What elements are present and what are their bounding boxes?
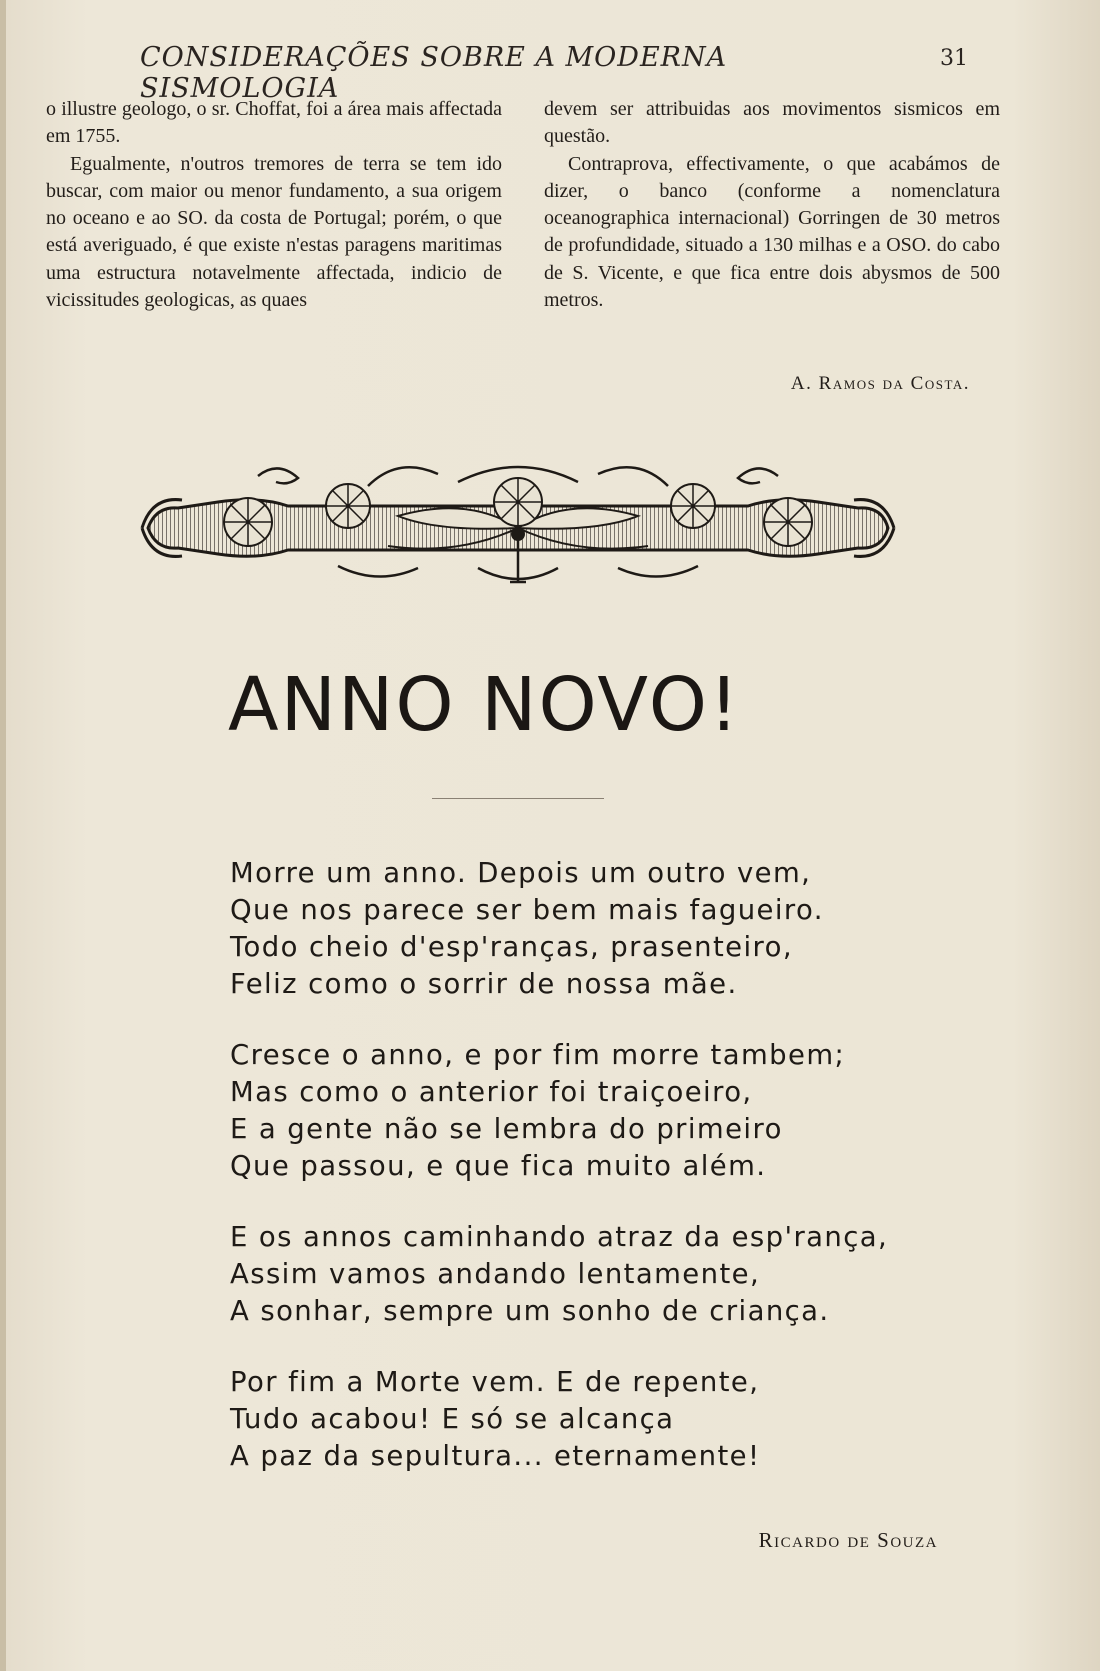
verse-line: A paz da sepultura... eternamente!	[230, 1440, 761, 1472]
poem-body	[230, 855, 910, 1509]
verse-line: Tudo acabou! E só se alcança	[230, 1403, 675, 1435]
verse-line: Feliz como o sorrir de nossa mãe.	[230, 968, 738, 1000]
page-edge	[0, 0, 6, 1671]
verse-line: Assim vamos andando lentamente,	[230, 1258, 761, 1290]
poem-signature: Ricardo de Souza	[758, 1528, 938, 1552]
verse-line: Mas como o anterior foi traiçoeiro,	[230, 1076, 753, 1108]
article-left-column	[46, 96, 502, 314]
verse-line: E os annos caminhando atraz da esp'rança,	[230, 1221, 889, 1253]
article-signature: A. Ramos da Costa.	[790, 373, 970, 394]
verse-line: Que passou, e que fica muito além.	[230, 1150, 767, 1182]
running-title: CONSIDERAÇÕES SOBRE A MODERNA SISMOLOGIA	[140, 42, 728, 104]
paragraph: Contraprova, effectivamente, o que acabámos de dizer, o banco (conforme a nomenclatura oceanographica internacional) Gorringen de 30 metros de profundidade, situado a 130 milhas e a OSO. do cabo de S. Vicente, e que fica entre dois abysmos de 500 metros.	[544, 152, 1000, 312]
stanza	[230, 855, 910, 1003]
verse-line: Todo cheio d'esp'ranças, prasenteiro,	[230, 931, 793, 963]
poem-title: ANNO NOVO!	[228, 662, 741, 748]
verse-line: E a gente não se lembra do primeiro	[230, 1113, 783, 1145]
page-number: 31	[940, 46, 968, 71]
stanza	[230, 1219, 910, 1330]
paragraph: Egualmente, n'outros tremores de terra se tem ido buscar, com maior ou menor fundamento, a sua origem no oceano e ao SO. da costa de Portugal; porém, o que está averiguado, é que existe n'estas paragens maritimas uma estructura notavelmente affectada, indicio de vicissitudes geologicas, as quaes	[46, 152, 502, 312]
verse-line: Cresce o anno, e por fim morre tambem;	[230, 1039, 846, 1071]
verse-line: Morre um anno. Depois um outro vem,	[230, 857, 812, 889]
paragraph: o illustre geologo, o sr. Choffat, foi a área mais affectada em 1755.	[46, 98, 502, 148]
verse-line: Por fim a Morte vem. E de repente,	[230, 1366, 760, 1398]
stanza	[230, 1364, 910, 1475]
floral-ornament-icon	[138, 456, 898, 596]
divider	[432, 798, 604, 799]
verse-line: A sonhar, sempre um sonho de criança.	[230, 1295, 830, 1327]
verse-line: Que nos parece ser bem mais fagueiro.	[230, 894, 824, 926]
paragraph: devem ser attribuidas aos movimentos sismicos em questão.	[544, 98, 1000, 148]
article-right-column	[544, 96, 1000, 314]
stanza	[230, 1037, 910, 1185]
